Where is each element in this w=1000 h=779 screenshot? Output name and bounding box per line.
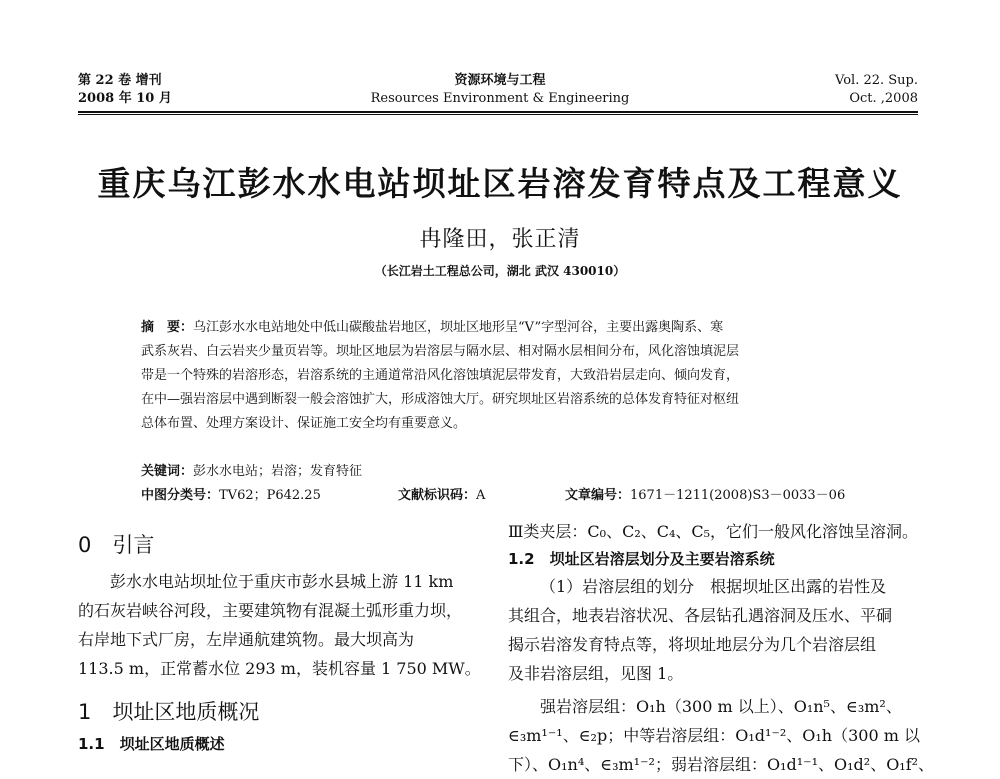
- journal-name-en: Resources Environment & Engineering: [370, 91, 630, 106]
- intro-line-2: 的石灰岩峡谷河段，主要建筑物有混凝土弧形重力坝，: [78, 601, 463, 620]
- abstract-line-4: 在中—强岩溶层中遇到断裂一般会溶蚀扩大，形成溶蚀大厅。研究坝址区岩溶系统的总体发育特征对枢纽: [141, 392, 740, 407]
- keywords-value: 彭水水电站；岩溶；发育特征: [193, 464, 363, 479]
- keywords-label: 关键词：: [141, 464, 194, 479]
- abstract-label: 摘 要：: [141, 320, 194, 335]
- header-rule: [78, 111, 918, 113]
- left-column: [78, 527, 490, 757]
- abstract-line-3: 带是一个特殊的岩溶形态，岩溶系统的主通道常沿风化溶蚀填泥层带发育，大致沿岩层走向、倾向发育，: [141, 368, 740, 383]
- strong-karst-line-3: 下）、O₁n⁴、∈₃m¹⁻²；弱岩溶层组：O₁d¹⁻¹、O₁d²、O₁f²、: [508, 755, 935, 774]
- volume-line: 第 22 卷 增刊: [78, 73, 162, 88]
- date-line: 2008 年 10 月: [78, 91, 172, 106]
- strong-karst-line-2: ∈₃m¹⁻¹、∈₂p；中等岩溶层组：O₁d¹⁻²、O₁h（300 m 以: [508, 726, 920, 745]
- abstract-line-5: 总体布置、处理方案设计、保证施工安全均有重要意义。: [141, 416, 467, 431]
- classification-label: 中图分类号：: [141, 488, 220, 503]
- intro-line-3: 右岸地下式厂房，左岸通航建筑物。最大坝高为: [78, 630, 415, 649]
- author-affiliation: （长江岩土工程总公司，湖北 武汉 430010）: [374, 264, 626, 278]
- interlayer-line: Ⅲ类夹层：C₀、C₂、C₄、C₅，它们一般风化溶蚀呈溶洞。: [508, 522, 919, 541]
- intro-line-1: 彭水水电站坝址位于重庆市彭水县城上游 11 km: [110, 572, 454, 591]
- classification-value: TV62；P642.25: [219, 488, 321, 503]
- intro-line-4: 113.5 m，正常蓄水位 293 m，装机容量 1 750 MW。: [78, 659, 481, 678]
- doc-code-value: A: [476, 488, 486, 503]
- para-line-1: （1）岩溶层组的划分 根据坝址区出露的岩性及: [540, 577, 887, 596]
- date-en-line: Oct. ,2008: [849, 91, 918, 106]
- document-code: [398, 484, 485, 503]
- section-1-1-heading: 1.1 坝址区地质概述: [78, 735, 225, 753]
- journal-volume-en: [835, 72, 918, 108]
- paper-authors: 冉隆田，张正清: [419, 227, 581, 252]
- classification-number: [141, 484, 321, 503]
- para-line-2: 其组合，地表岩溶状况、各层钻孔遇溶洞及压水、平硐: [508, 606, 893, 625]
- article-no-value: 1671－1211(2008)S3－0033－06: [630, 488, 846, 503]
- article-number: [565, 484, 845, 503]
- doc-code-label: 文献标识码：: [398, 488, 477, 503]
- header-rule-thin: [78, 114, 918, 115]
- section-1-heading: 1 坝址区地质概况: [78, 700, 260, 724]
- abstract-line-1: 摘 要：乌江彭水水电站地处中低山碳酸盐岩地区，坝址区地形呈“V”字型河谷，主要出露奥陶系、寒: [141, 320, 724, 335]
- para-line-4: 及非岩溶层组，见图 1。: [508, 664, 684, 683]
- journal-name-cn: 资源环境与工程: [454, 73, 546, 88]
- vol-en-line: Vol. 22. Sup.: [835, 73, 918, 88]
- abstract-line-2: 武系灰岩、白云岩夹少量页岩等。坝址区地层为岩溶层与隔水层、相对隔水层相间分布，风化溶蚀填泥层: [141, 344, 740, 359]
- article-no-label: 文章编号：: [565, 488, 631, 503]
- keywords: [141, 460, 362, 484]
- paper-title: 重庆乌江彭水水电站坝址区岩溶发育特点及工程意义: [97, 164, 903, 203]
- section-1-2-heading: 1.2 坝址区岩溶层划分及主要岩溶系统: [508, 550, 775, 568]
- section-0-heading: 0 引言: [78, 533, 155, 557]
- abstract: [141, 316, 861, 436]
- strong-karst-line-1: 强岩溶层组：O₁h（300 m 以上）、O₁n⁵、∈₃m²、: [540, 697, 902, 716]
- para-line-3: 揭示岩溶发育特点等，将坝址地层分为几个岩溶层组: [508, 635, 877, 654]
- right-column: [508, 517, 935, 779]
